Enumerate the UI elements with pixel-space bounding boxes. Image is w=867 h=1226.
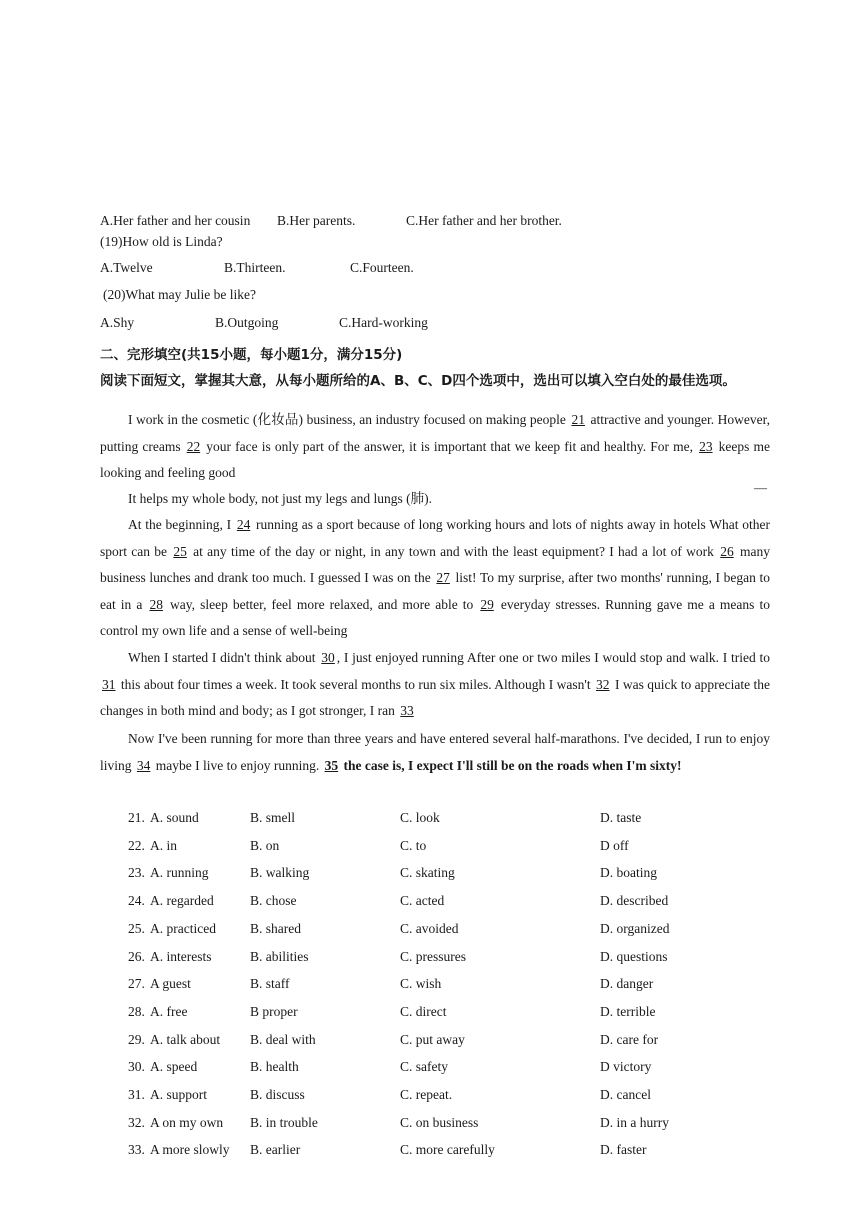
answer-row [128,1142,808,1164]
blank-30: 30 [321,650,335,665]
option-b: B. walking [250,865,310,881]
question-number: 26. [128,948,145,964]
option-a: A. interests [150,948,212,964]
option-a: A. in [150,837,177,853]
passage-paragraph-1: I work in the cosmetic (化妆品) business, an industry focused on making people 21 attractive and younger. However, putting creams 22 your face is only part of the answer, it is important that we keep fit and healthy. For me, 23 keeps me looking and feeling good [100,412,770,480]
option-b: B. shared [250,920,301,936]
answer-row [128,838,808,860]
option-d: D. organized [600,920,670,936]
question-number: 25. [128,920,145,936]
q19-option-b: B.Thirteen. [224,260,286,275]
option-b: B. on [250,837,280,853]
question-number: 33. [128,1142,145,1158]
option-b: B. discuss [250,1087,305,1102]
q19-option-a: A.Twelve [100,260,153,275]
option-a: A more slowly [150,1142,230,1158]
option-d: D. boating [600,865,657,881]
answer-row [128,1115,808,1137]
blank-26: 26 [720,543,734,559]
option-d: D. taste [600,810,642,825]
option-d: D. faster [600,1142,647,1158]
question-number: 21. [128,810,145,825]
passage-paragraph-3: At the beginning, I 24 running as a sport because of long working hours and lots of nights away in hotels What other sport can be 25 at any time of the day or night, in any town and with the least equipment? I had a lot of work 26 many business lunches and drank too much. I guessed I was on the 27 list! To my surprise, after two months' running, I began to eat in a 28 way, sleep better, feel more relaxed, and more able to 29 everyday stresses. Running gave me a means to control my own life and a sense of well-being [100,517,771,638]
option-b: B. deal with [250,1031,316,1047]
option-d: D. questions [600,948,668,964]
q18-option-b: B.Her parents. [277,213,356,228]
blank-29: 29 [480,596,494,612]
blank-22: 22 [186,438,201,454]
q19-question: (19)How old is Linda? [100,234,223,249]
answer-row [128,1087,808,1109]
answer-row [128,1004,808,1026]
option-b: B. smell [250,810,296,825]
option-c: C. on business [400,1114,479,1130]
margin-dash: — [754,480,767,495]
answer-row [128,1059,808,1081]
option-a: A. talk about [150,1031,221,1047]
option-d: D. in a hurry [600,1114,669,1130]
option-b: B. abilities [250,948,309,964]
option-b: B. chose [250,893,297,909]
q19-option-c: C.Fourteen. [350,260,414,275]
blank-33: 33 [400,703,414,718]
option-b: B. staff [250,976,290,992]
option-c: C. put away [400,1031,465,1047]
blank-28: 28 [149,596,163,612]
option-b: B. earlier [250,1142,301,1158]
passage-paragraph-5: Now I've been running for more than three years and have entered several half-marathons. I've decided, I run to enjoy living 34 maybe I live to enjoy running. 35 the case is, I expect I'll still be on the roads when I'm sixty! [100,731,770,773]
blank-27: 27 [436,570,450,585]
passage-paragraph-2: It helps my whole body, not just my legs and lungs (肺). [128,491,432,506]
section-title: 二、完形填空(共15小题，每小题1分，满分15分) [100,347,403,363]
q20-question: (20)What may Julie be like? [103,287,256,302]
answer-row [128,921,808,943]
question-number: 24. [128,893,145,909]
answer-row [128,1032,808,1054]
option-a: A. free [150,1003,188,1019]
blank-34: 34 [136,757,151,773]
option-d: D. danger [600,976,654,992]
option-a: A. sound [150,810,199,825]
blank-25: 25 [173,543,187,559]
answer-row [128,976,808,998]
passage-paragraph-4: When I started I didn't think about 30 , I just enjoyed running After one or two miles I would stop and walk. I tried to 31 this about four times a week. It took several months to run six miles. Although I wasn't 32 I was quick to appreciate the changes in both mind and body; as I got stronger, I ran 33 [100,650,770,718]
question-number: 28. [128,1003,145,1019]
option-a: A guest [150,976,191,992]
option-c: C. to [400,837,427,853]
answer-row [128,865,808,887]
blank-21: 21 [571,412,585,427]
option-b: B. in trouble [250,1114,318,1130]
question-number: 32. [128,1114,145,1130]
question-number: 30. [128,1059,145,1075]
blank-35: 35 [324,757,339,773]
option-b: B proper [250,1003,298,1019]
q20-option-c: C.Hard-working [339,315,428,330]
blank-24: 24 [236,517,251,532]
q18-option-c: C.Her father and her brother. [406,213,562,228]
option-c: C. wish [400,976,442,992]
q18-option-a: A.Her father and her cousin [100,213,251,228]
question-number: 27. [128,976,145,992]
option-d: D. described [600,893,669,909]
blank-31: 31 [102,676,116,692]
option-c: C. look [400,810,440,825]
option-c: C. pressures [400,948,466,964]
option-c: C. direct [400,1003,447,1019]
question-number: 22. [128,837,145,853]
option-a: A. practiced [150,920,216,936]
option-b: B. health [250,1059,299,1075]
question-number: 29. [128,1031,145,1047]
option-c: C. skating [400,865,455,881]
section-instruction: 阅读下面短文，掌握其大意，从每小题所给的A、B、C、D四个选项中，选出可以填入空白处的最佳选项。 [100,373,736,389]
question-number: 31. [128,1087,145,1102]
q20-option-b: B.Outgoing [215,315,279,330]
answer-row [128,810,808,832]
option-a: A on my own [150,1114,224,1130]
option-c: C. more carefully [400,1142,495,1158]
blank-32: 32 [596,676,610,692]
q20-option-a: A.Shy [100,315,135,330]
option-a: A. regarded [150,893,214,909]
option-c: C. repeat. [400,1087,453,1102]
option-c: C. safety [400,1059,448,1075]
option-d: D. care for [600,1031,659,1047]
answer-row [128,949,808,971]
question-number: 23. [128,865,145,881]
option-d: D. cancel [600,1087,651,1102]
option-d: D. terrible [600,1003,656,1019]
option-d: D victory [600,1059,652,1075]
option-a: A. support [150,1087,207,1102]
blank-23: 23 [699,438,713,454]
answer-row [128,893,808,915]
option-c: C. avoided [400,920,459,936]
option-a: A. speed [150,1059,198,1075]
option-c: C. acted [400,893,445,909]
option-d: D off [600,837,629,853]
option-a: A. running [150,865,209,881]
